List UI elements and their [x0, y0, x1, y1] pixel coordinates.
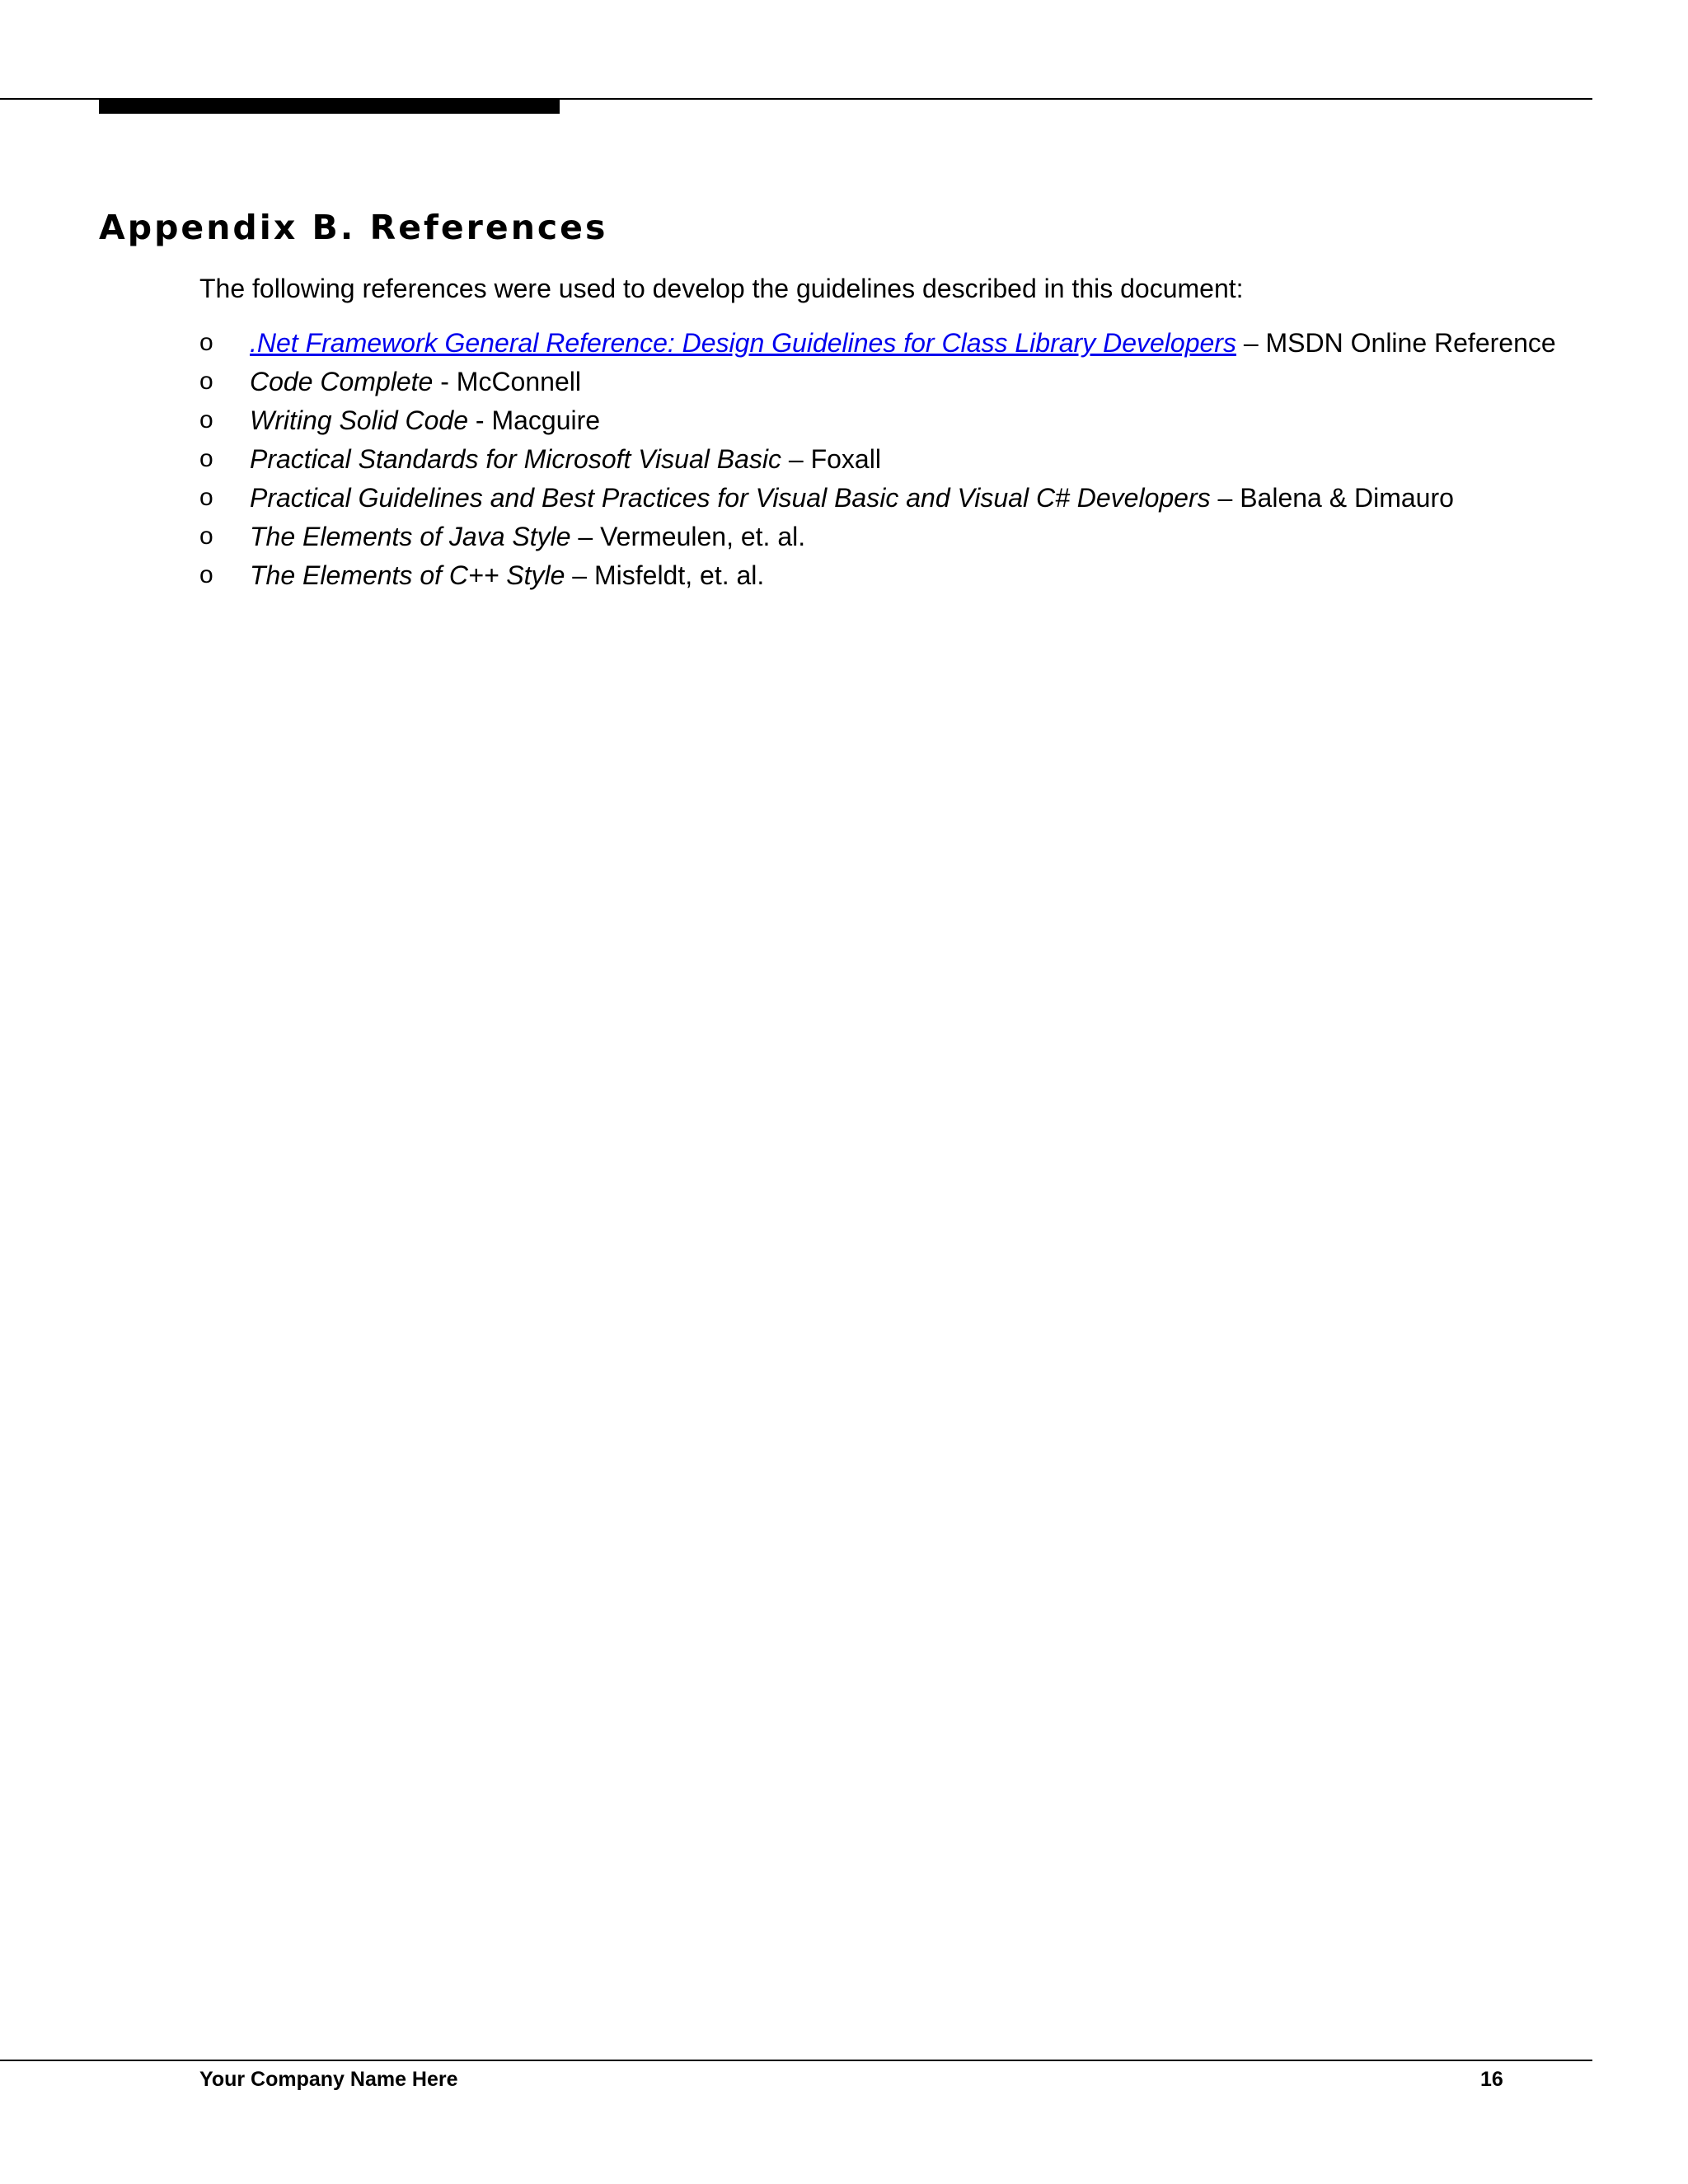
list-item	[199, 363, 1556, 401]
reference-separator: –	[1210, 483, 1240, 513]
reference-author: Balena & Dimauro	[1240, 483, 1454, 513]
reference-author: McConnell	[456, 367, 581, 396]
page-title: Appendix B. References	[99, 208, 608, 247]
list-item	[199, 440, 1556, 479]
footer-rule	[0, 2060, 1592, 2061]
bullet-marker: o	[199, 484, 213, 511]
header-accent-bar	[99, 99, 560, 114]
reference-list	[199, 324, 1556, 595]
reference-title: Practical Standards for Microsoft Visual Basic	[250, 444, 781, 474]
reference-separator: –	[570, 522, 601, 551]
reference-title: Code Complete	[250, 367, 434, 396]
bullet-marker: o	[199, 523, 213, 550]
reference-separator: -	[433, 367, 457, 396]
footer-company-name: Your Company Name Here	[199, 2068, 458, 2091]
list-item	[199, 324, 1556, 363]
reference-title: The Elements of C++ Style	[250, 560, 565, 590]
reference-separator: –	[781, 444, 811, 474]
intro-paragraph: The following references were used to develop the guidelines described in this document:	[199, 274, 1244, 303]
bullet-marker: o	[199, 561, 213, 588]
reference-author: Misfeldt, et. al.	[593, 560, 765, 590]
reference-author: Macguire	[491, 405, 601, 435]
list-item	[199, 401, 1556, 440]
reference-title: Writing Solid Code	[250, 405, 468, 435]
reference-link-net-framework[interactable]: .Net Framework General Reference: Design Guidelines for Class Library Developers	[250, 328, 1236, 358]
reference-author: Vermeulen, et. al.	[600, 522, 806, 551]
reference-separator: -	[468, 405, 492, 435]
list-item	[199, 518, 1556, 556]
reference-author: MSDN Online Reference	[1265, 328, 1556, 358]
reference-separator: –	[1236, 328, 1266, 358]
bullet-marker: o	[199, 329, 213, 356]
list-item	[199, 556, 1556, 595]
bullet-marker: o	[199, 368, 213, 395]
bullet-marker: o	[199, 445, 213, 472]
bullet-marker: o	[199, 406, 213, 434]
reference-author: Foxall	[810, 444, 881, 474]
reference-separator: –	[565, 560, 594, 590]
reference-title: The Elements of Java Style	[250, 522, 571, 551]
reference-title: Practical Guidelines and Best Practices for Visual Basic and Visual C# Developers	[250, 483, 1211, 513]
list-item	[199, 479, 1556, 518]
footer-page-number: 16	[1480, 2068, 1503, 2091]
